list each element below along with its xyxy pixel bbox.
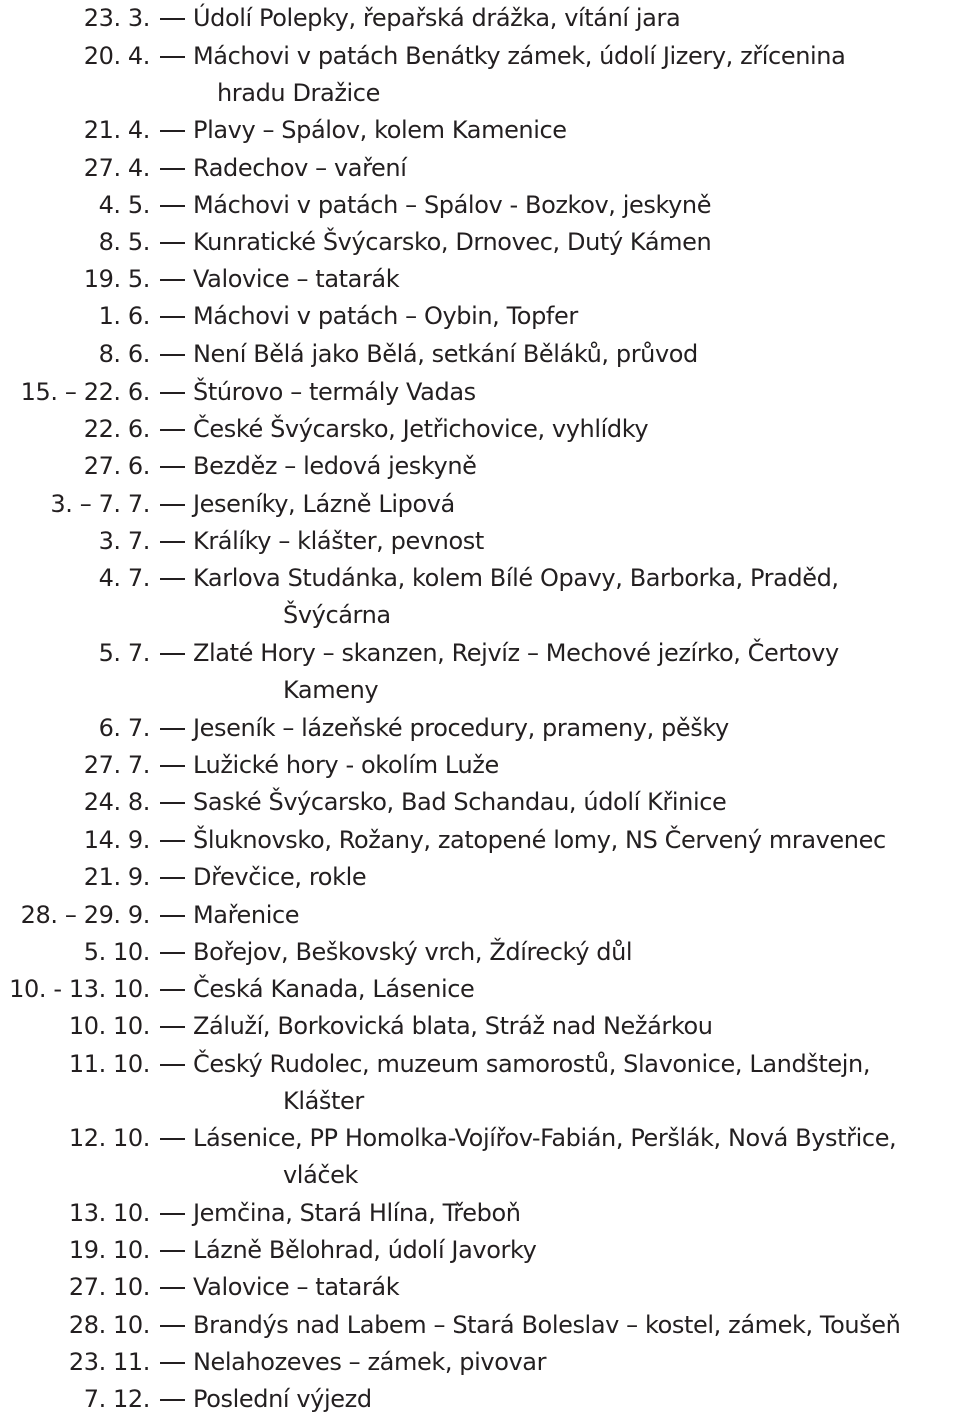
- schedule-entry: [0, 859, 960, 896]
- entry-date: 5. 7.: [98, 639, 150, 667]
- em-dash-separator: [160, 1362, 185, 1364]
- entry-description: Valovice – tatarák: [193, 1273, 400, 1301]
- entry-date: 10. - 13. 10.: [9, 975, 150, 1003]
- em-dash-separator: [160, 1399, 185, 1401]
- schedule-entry-continuation: [0, 597, 960, 634]
- entry-description: Nelahozeves – zámek, pivovar: [193, 1348, 547, 1376]
- entry-date: 19. 10.: [68, 1236, 150, 1264]
- entry-description: Mařenice: [193, 901, 300, 929]
- entry-date: 13. 10.: [68, 1199, 150, 1227]
- entry-description: Plavy – Spálov, kolem Kamenice: [193, 116, 567, 144]
- schedule-entry: [0, 897, 960, 934]
- entry-description: Jeseník – lázeňské procedury, prameny, pěšky: [193, 714, 729, 742]
- schedule-entry: [0, 112, 960, 149]
- entry-date: 27. 10.: [68, 1273, 150, 1301]
- entry-description-continuation: hradu Dražice: [217, 79, 380, 107]
- schedule-entry: [0, 1120, 960, 1157]
- em-dash-separator: [160, 541, 185, 543]
- schedule-entry: [0, 374, 960, 411]
- entry-date: 1. 6.: [98, 302, 150, 330]
- em-dash-separator: [160, 1287, 185, 1289]
- entry-date: 6. 7.: [98, 714, 150, 742]
- entry-description: Jemčina, Stará Hlína, Třeboň: [193, 1199, 521, 1227]
- entry-description: Máchovi v patách Benátky zámek, údolí Jizery, zřícenina: [193, 42, 846, 70]
- em-dash-separator: [160, 840, 185, 842]
- em-dash-separator: [160, 802, 185, 804]
- schedule-entry: [0, 1344, 960, 1381]
- schedule-entry: [0, 486, 960, 523]
- entry-description: Štúrovo – termály Vadas: [193, 378, 476, 406]
- entry-description: Dřevčice, rokle: [193, 863, 367, 891]
- entry-date: 28. – 29. 9.: [20, 901, 150, 929]
- schedule-entry: [0, 635, 960, 672]
- schedule-entry: [0, 523, 960, 560]
- em-dash-separator: [160, 728, 185, 730]
- em-dash-separator: [160, 504, 185, 506]
- entry-date: 8. 6.: [98, 340, 150, 368]
- entry-date: 4. 7.: [98, 564, 150, 592]
- em-dash-separator: [160, 316, 185, 318]
- entry-description: Valovice – tatarák: [193, 265, 400, 293]
- em-dash-separator: [160, 429, 185, 431]
- em-dash-separator: [160, 242, 185, 244]
- em-dash-separator: [160, 354, 185, 356]
- em-dash-separator: [160, 466, 185, 468]
- em-dash-separator: [160, 279, 185, 281]
- schedule-entry: [0, 1381, 960, 1418]
- entry-date: 11. 10.: [68, 1050, 150, 1078]
- schedule-entry: [0, 1232, 960, 1269]
- schedule-entry: [0, 1307, 960, 1344]
- entry-description: Český Rudolec, muzeum samorostů, Slavonice, Landštejn,: [193, 1050, 871, 1078]
- entry-date: 15. – 22. 6.: [20, 378, 150, 406]
- entry-description: Lužické hory - okolím Luže: [193, 751, 499, 779]
- em-dash-separator: [160, 653, 185, 655]
- em-dash-separator: [160, 130, 185, 132]
- entry-date: 21. 4.: [83, 116, 150, 144]
- entry-description: Radechov – vaření: [193, 154, 407, 182]
- em-dash-separator: [160, 1213, 185, 1215]
- entry-description: České Švýcarsko, Jetřichovice, vyhlídky: [193, 415, 649, 443]
- entry-description: Máchovi v patách – Spálov - Bozkov, jeskyně: [193, 191, 712, 219]
- schedule-entry: [0, 1008, 960, 1045]
- schedule-entry: [0, 150, 960, 187]
- entry-description: Šluknovsko, Rožany, zatopené lomy, NS Červený mravenec: [193, 826, 886, 854]
- entry-description: Brandýs nad Labem – Stará Boleslav – kostel, zámek, Toušeň: [193, 1311, 901, 1339]
- schedule-entry: [0, 1046, 960, 1083]
- schedule-entry: [0, 1269, 960, 1306]
- schedule-entry: [0, 1195, 960, 1232]
- entry-description: Bořejov, Beškovský vrch, Ždírecký důl: [193, 938, 633, 966]
- entry-description-continuation: Klášter: [283, 1087, 364, 1115]
- entry-description: Saské Švýcarsko, Bad Schandau, údolí Křinice: [193, 788, 727, 816]
- entry-description-continuation: Švýcárna: [283, 601, 391, 629]
- entry-date: 23. 3.: [83, 4, 150, 32]
- entry-description: Kunratické Švýcarsko, Drnovec, Dutý Kámen: [193, 228, 712, 256]
- em-dash-separator: [160, 578, 185, 580]
- em-dash-separator: [160, 205, 185, 207]
- entry-description: Není Bělá jako Bělá, setkání Běláků, průvod: [193, 340, 698, 368]
- em-dash-separator: [160, 877, 185, 879]
- schedule-entry-continuation: [0, 1157, 960, 1194]
- schedule-entry: [0, 187, 960, 224]
- entry-date: 3. 7.: [98, 527, 150, 555]
- entry-description-continuation: Kameny: [283, 676, 379, 704]
- schedule-entry: [0, 336, 960, 373]
- entry-description: Údolí Polepky, řepařská drážka, vítání jara: [193, 4, 681, 32]
- entry-date: 28. 10.: [68, 1311, 150, 1339]
- em-dash-separator: [160, 56, 185, 58]
- entry-date: 21. 9.: [83, 863, 150, 891]
- schedule-entry: [0, 0, 960, 37]
- em-dash-separator: [160, 168, 185, 170]
- schedule-entry: [0, 448, 960, 485]
- entry-date: 3. – 7. 7.: [50, 490, 150, 518]
- schedule-entry: [0, 411, 960, 448]
- entry-date: 27. 6.: [83, 452, 150, 480]
- entry-date: 19. 5.: [83, 265, 150, 293]
- em-dash-separator: [160, 915, 185, 917]
- entry-description: Lásenice, PP Homolka-Vojířov-Fabián, Peršlák, Nová Bystřice,: [193, 1124, 897, 1152]
- entry-description: Jeseníky, Lázně Lipová: [193, 490, 455, 518]
- entry-description: Máchovi v patách – Oybin, Topfer: [193, 302, 578, 330]
- entry-date: 27. 4.: [83, 154, 150, 182]
- em-dash-separator: [160, 1325, 185, 1327]
- schedule-entry-continuation: [0, 1083, 960, 1120]
- entry-description: Česká Kanada, Lásenice: [193, 975, 475, 1003]
- schedule-entry: [0, 710, 960, 747]
- entry-date: 12. 10.: [68, 1124, 150, 1152]
- schedule-entry: [0, 560, 960, 597]
- schedule-entry: [0, 298, 960, 335]
- entry-description: Poslední výjezd: [193, 1385, 372, 1413]
- entry-date: 4. 5.: [98, 191, 150, 219]
- em-dash-separator: [160, 952, 185, 954]
- entry-date: 14. 9.: [83, 826, 150, 854]
- em-dash-separator: [160, 1138, 185, 1140]
- schedule-entry-continuation: [0, 672, 960, 709]
- entry-description: Karlova Studánka, kolem Bílé Opavy, Barborka, Praděd,: [193, 564, 839, 592]
- entry-description: Zlaté Hory – skanzen, Rejvíz – Mechové jezírko, Čertovy: [193, 639, 839, 667]
- entry-date: 7. 12.: [83, 1385, 150, 1413]
- schedule-entry: [0, 747, 960, 784]
- entry-description: Králíky – klášter, pevnost: [193, 527, 484, 555]
- schedule-entry: [0, 971, 960, 1008]
- schedule-entry: [0, 38, 960, 75]
- schedule-entry-continuation: [0, 75, 960, 112]
- em-dash-separator: [160, 1064, 185, 1066]
- em-dash-separator: [160, 989, 185, 991]
- entry-date: 20. 4.: [83, 42, 150, 70]
- schedule-entry: [0, 934, 960, 971]
- em-dash-separator: [160, 392, 185, 394]
- em-dash-separator: [160, 1250, 185, 1252]
- entry-description: Bezděz – ledová jeskyně: [193, 452, 477, 480]
- schedule-entry: [0, 224, 960, 261]
- em-dash-separator: [160, 1026, 185, 1028]
- entry-description: Záluží, Borkovická blata, Stráž nad Nežárkou: [193, 1012, 713, 1040]
- entry-date: 10. 10.: [68, 1012, 150, 1040]
- schedule-entry: [0, 261, 960, 298]
- entry-description: Lázně Bělohrad, údolí Javorky: [193, 1236, 537, 1264]
- schedule-entry: [0, 822, 960, 859]
- entry-date: 5. 10.: [83, 938, 150, 966]
- entry-date: 8. 5.: [98, 228, 150, 256]
- entry-date: 23. 11.: [68, 1348, 150, 1376]
- entry-date: 27. 7.: [83, 751, 150, 779]
- em-dash-separator: [160, 765, 185, 767]
- entry-description-continuation: vláček: [283, 1161, 359, 1189]
- entry-date: 22. 6.: [83, 415, 150, 443]
- schedule-entry: [0, 784, 960, 821]
- entry-date: 24. 8.: [83, 788, 150, 816]
- em-dash-separator: [160, 18, 185, 20]
